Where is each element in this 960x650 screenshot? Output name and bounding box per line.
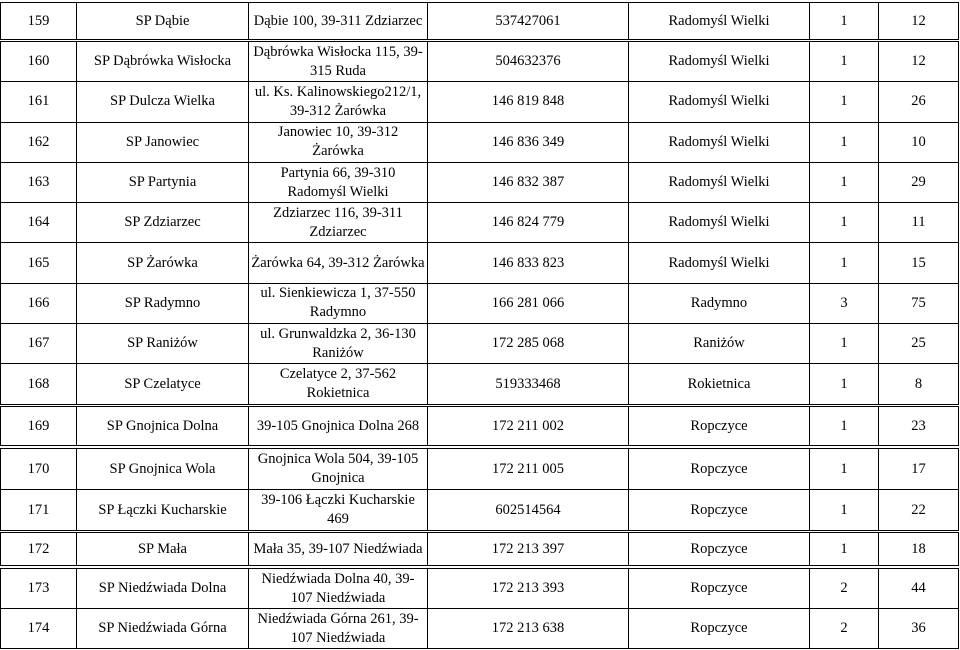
count-a: 2 xyxy=(810,569,879,609)
school-name: SP Niedźwiada Górna xyxy=(77,609,249,649)
row-number: 159 xyxy=(1,3,77,40)
school-address: Dąbie 100, 39-311 Zdziarzec xyxy=(249,3,428,40)
count-a: 1 xyxy=(810,203,879,243)
row-number: 173 xyxy=(1,569,77,609)
count-a: 3 xyxy=(810,283,879,323)
count-b: 23 xyxy=(879,407,959,446)
school-name: SP Dąbie xyxy=(77,3,249,40)
count-a: 1 xyxy=(810,122,879,162)
count-a: 1 xyxy=(810,449,879,490)
count-b: 10 xyxy=(879,122,959,162)
municipality: Ropczyce xyxy=(629,449,810,490)
table-row xyxy=(1,3,959,40)
school-address: Gnojnica Wola 504, 39-105 Gnojnica xyxy=(249,449,428,490)
school-address: Czelatyce 2, 37-562 Rokietnica xyxy=(249,364,428,404)
phone-number: 146 832 387 xyxy=(428,162,629,202)
table-row xyxy=(1,162,959,202)
count-b: 12 xyxy=(879,3,959,40)
municipality: Ropczyce xyxy=(629,533,810,566)
count-a: 1 xyxy=(810,364,879,404)
row-number: 162 xyxy=(1,122,77,162)
count-b: 36 xyxy=(879,609,959,649)
phone-number: 146 824 779 xyxy=(428,203,629,243)
phone-number: 172 211 002 xyxy=(428,407,629,446)
municipality: Radomyśl Wielki xyxy=(629,82,810,122)
table-row xyxy=(1,122,959,162)
table-row xyxy=(1,490,959,531)
phone-number: 172 213 397 xyxy=(428,533,629,566)
phone-number: 146 833 823 xyxy=(428,243,629,283)
municipality: Radomyśl Wielki xyxy=(629,3,810,40)
school-address: Partynia 66, 39-310 Radomyśl Wielki xyxy=(249,162,428,202)
count-a: 1 xyxy=(810,82,879,122)
school-address: Dąbrówka Wisłocka 115, 39-315 Ruda xyxy=(249,42,428,82)
municipality: Radomyśl Wielki xyxy=(629,162,810,202)
count-b: 8 xyxy=(879,364,959,404)
school-address: Mała 35, 39-107 Niedźwiada xyxy=(249,533,428,566)
phone-number: 537427061 xyxy=(428,3,629,40)
phone-number: 504632376 xyxy=(428,42,629,82)
municipality: Radomyśl Wielki xyxy=(629,122,810,162)
row-number: 165 xyxy=(1,243,77,283)
row-number: 161 xyxy=(1,82,77,122)
row-number: 167 xyxy=(1,324,77,364)
count-b: 11 xyxy=(879,203,959,243)
school-name: SP Gnojnica Wola xyxy=(77,449,249,490)
count-a: 1 xyxy=(810,407,879,446)
count-a: 1 xyxy=(810,42,879,82)
phone-number: 172 213 393 xyxy=(428,569,629,609)
school-address: Janowiec 10, 39-312 Żarówka xyxy=(249,122,428,162)
table-row xyxy=(1,42,959,82)
table-row xyxy=(1,569,959,609)
school-address: ul. Sienkiewicza 1, 37-550 Radymno xyxy=(249,283,428,323)
count-b: 12 xyxy=(879,42,959,82)
table-row xyxy=(1,364,959,404)
phone-number: 519333468 xyxy=(428,364,629,404)
count-a: 1 xyxy=(810,162,879,202)
school-name: SP Niedźwiada Dolna xyxy=(77,569,249,609)
count-a: 1 xyxy=(810,490,879,531)
municipality: Ropczyce xyxy=(629,569,810,609)
row-number: 163 xyxy=(1,162,77,202)
table-row xyxy=(1,283,959,323)
municipality: Ropczyce xyxy=(629,407,810,446)
school-name: SP Mała xyxy=(77,533,249,566)
table-row xyxy=(1,324,959,364)
row-number: 174 xyxy=(1,609,77,649)
municipality: Radomyśl Wielki xyxy=(629,203,810,243)
table-row xyxy=(1,243,959,283)
count-b: 22 xyxy=(879,490,959,531)
school-name: SP Dąbrówka Wisłocka xyxy=(77,42,249,82)
school-name: SP Partynia xyxy=(77,162,249,202)
school-address: ul. Ks. Kalinowskiego212/1, 39-312 Żarówka xyxy=(249,82,428,122)
row-number: 170 xyxy=(1,449,77,490)
row-number: 166 xyxy=(1,283,77,323)
table-row xyxy=(1,203,959,243)
count-a: 1 xyxy=(810,243,879,283)
row-number: 168 xyxy=(1,364,77,404)
school-name: SP Gnojnica Dolna xyxy=(77,407,249,446)
table-row xyxy=(1,407,959,446)
school-table-block xyxy=(0,41,959,405)
school-name: SP Raniżów xyxy=(77,324,249,364)
count-b: 75 xyxy=(879,283,959,323)
school-name: SP Dulcza Wielka xyxy=(77,82,249,122)
school-name: SP Zdziarzec xyxy=(77,203,249,243)
school-table-block xyxy=(0,406,959,446)
school-address: 39-105 Gnojnica Dolna 268 xyxy=(249,407,428,446)
table-row xyxy=(1,533,959,566)
table-row xyxy=(1,449,959,490)
table-row xyxy=(1,82,959,122)
count-b: 44 xyxy=(879,569,959,609)
school-name: SP Łączki Kucharskie xyxy=(77,490,249,531)
phone-number: 172 213 638 xyxy=(428,609,629,649)
row-number: 171 xyxy=(1,490,77,531)
school-name: SP Czelatyce xyxy=(77,364,249,404)
school-table-block xyxy=(0,568,959,649)
phone-number: 172 211 005 xyxy=(428,449,629,490)
school-address: Niedźwiada Górna 261, 39-107 Niedźwiada xyxy=(249,609,428,649)
count-b: 29 xyxy=(879,162,959,202)
municipality: Ropczyce xyxy=(629,490,810,531)
school-name: SP Janowiec xyxy=(77,122,249,162)
school-table-block xyxy=(0,2,959,40)
row-number: 172 xyxy=(1,533,77,566)
school-address: Niedźwiada Dolna 40, 39-107 Niedźwiada xyxy=(249,569,428,609)
count-b: 25 xyxy=(879,324,959,364)
phone-number: 166 281 066 xyxy=(428,283,629,323)
school-table-block xyxy=(0,532,959,566)
municipality: Ropczyce xyxy=(629,609,810,649)
table-row xyxy=(1,609,959,649)
school-name: SP Radymno xyxy=(77,283,249,323)
count-a: 1 xyxy=(810,533,879,566)
school-table-block xyxy=(0,448,959,531)
school-address: 39-106 Łączki Kucharskie 469 xyxy=(249,490,428,531)
count-b: 26 xyxy=(879,82,959,122)
municipality: Radomyśl Wielki xyxy=(629,243,810,283)
count-b: 18 xyxy=(879,533,959,566)
row-number: 160 xyxy=(1,42,77,82)
phone-number: 602514564 xyxy=(428,490,629,531)
count-a: 1 xyxy=(810,324,879,364)
municipality: Radymno xyxy=(629,283,810,323)
row-number: 169 xyxy=(1,407,77,446)
school-name: SP Żarówka xyxy=(77,243,249,283)
count-b: 17 xyxy=(879,449,959,490)
municipality: Radomyśl Wielki xyxy=(629,42,810,82)
municipality: Raniżów xyxy=(629,324,810,364)
phone-number: 146 819 848 xyxy=(428,82,629,122)
municipality: Rokietnica xyxy=(629,364,810,404)
school-address: Żarówka 64, 39-312 Żarówka xyxy=(249,243,428,283)
school-address: Zdziarzec 116, 39-311 Zdziarzec xyxy=(249,203,428,243)
count-a: 2 xyxy=(810,609,879,649)
school-address: ul. Grunwaldzka 2, 36-130 Raniżów xyxy=(249,324,428,364)
phone-number: 146 836 349 xyxy=(428,122,629,162)
count-b: 15 xyxy=(879,243,959,283)
count-a: 1 xyxy=(810,3,879,40)
row-number: 164 xyxy=(1,203,77,243)
phone-number: 172 285 068 xyxy=(428,324,629,364)
